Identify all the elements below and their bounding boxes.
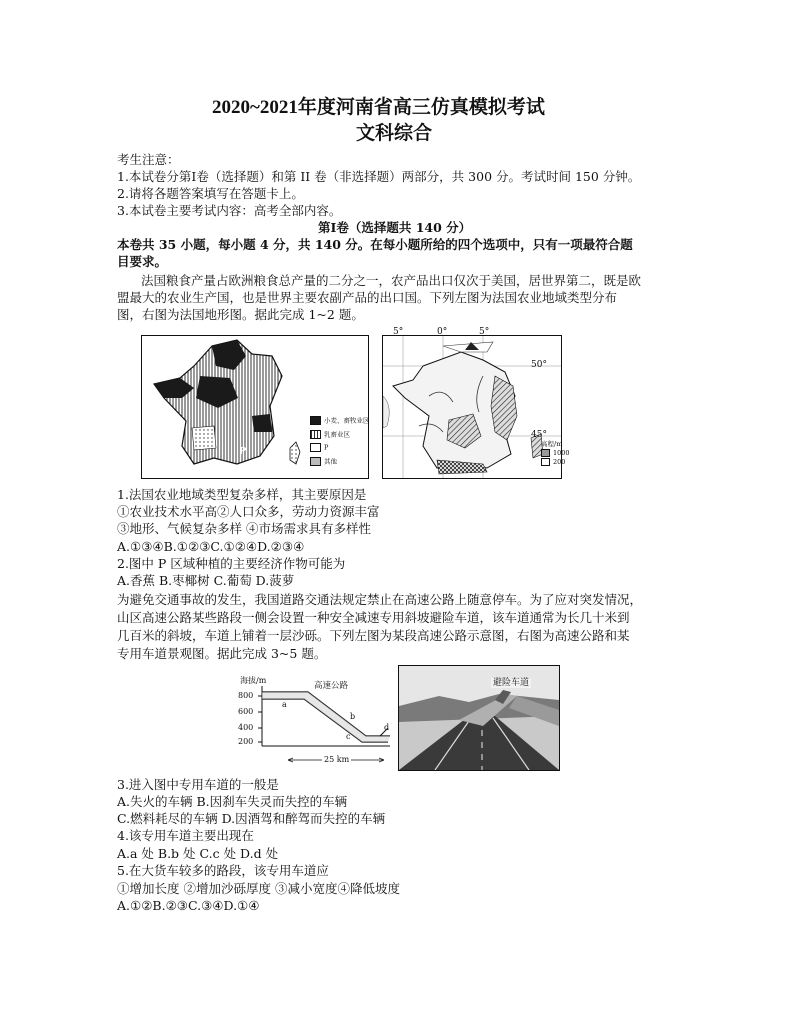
lon-label-e5: 5°	[479, 327, 490, 337]
elevation-legend-1000: 1000	[553, 449, 570, 457]
legend-swatch-dairy	[310, 430, 321, 439]
p-region-label: P	[240, 446, 247, 457]
q3-line-2: C.燃料耗尽的车辆 D.因酒驾和醉驾而失控的车辆	[117, 811, 386, 826]
escape-ramp-photo	[398, 665, 560, 771]
section-intro-line-1: 本卷共 35 小题，每小题 4 分，共 140 分。在每小题所给的四个选项中，只有一项最符合题	[117, 237, 633, 252]
lon-label-0: 0°	[437, 327, 448, 337]
legend-p: P	[324, 443, 329, 452]
q2-options: A.香蕉 B.枣椰树 C.葡萄 D.菠萝	[117, 573, 295, 588]
y-tick-400: 400	[238, 723, 254, 732]
point-b-label: b	[350, 712, 356, 721]
point-d-label: d	[384, 723, 390, 732]
point-c-label: c	[346, 732, 351, 741]
lon-label-w5: 5°	[393, 327, 404, 337]
q1-stem: 1.法国农业地域类型复杂多样，其主要原因是	[117, 487, 367, 502]
passage2-line-3: 几百米的斜坡，车道上铺着一层沙砾。下列左图为某段高速公路示意图，右图为高速公路和某	[117, 628, 630, 643]
lat-label-50: 50°	[531, 360, 547, 370]
notice-item-3: 3.本试卷主要考试内容：高考全部内容。	[117, 203, 342, 218]
point-a-label: a	[282, 700, 287, 709]
legend-dairy: 乳畜业区	[324, 430, 350, 438]
france-terrain-map-drawing	[383, 336, 561, 478]
q1-line-1: ①农业技术水平高②人口众多，劳动力资源丰富	[117, 504, 380, 519]
passage2-line-1: 为避免交通事故的发生，我国道路交通法规定禁止在高速公路上随意停车。为了应对突发情况，	[117, 592, 643, 607]
notice-heading: 考生注意：	[117, 152, 180, 167]
q5-line-1: ①增加长度 ②增加沙砾厚度 ③减小宽度④降低坡度	[117, 881, 400, 896]
q5-options: A.①②B.②③C.③④D.①④	[117, 898, 260, 913]
passage1-line-2: 盟最大的农业生产国，也是世界主要农副产品的出口国。下列左图为法国农业地域类型分布	[117, 290, 618, 305]
profile-ylabel: 海拔/m	[240, 676, 267, 685]
q4-stem: 4.该专用车道主要出现在	[117, 828, 254, 843]
passage2-line-2: 山区高速公路某些路段一侧会设置一种安全减速专用斜坡避险车道，该车道通常为长几十米到	[117, 610, 630, 625]
q3-stem: 3.进入图中专用车道的一般是	[117, 777, 279, 792]
legend-swatch-wheat	[310, 416, 321, 425]
section-title: 第Ⅰ卷（选择题共 140 分）	[318, 220, 472, 235]
legend-swatch-other	[310, 457, 321, 466]
escape-ramp-label: 避险车道	[493, 678, 530, 688]
page-subtitle: 文科综合	[356, 123, 433, 144]
legend-swatch-p	[310, 443, 321, 452]
elevation-legend	[541, 440, 570, 467]
passage1-line-1: 法国粮食产量占欧洲粮食总产量的二分之一，农产品出口仅次于美国，居世界第二，既是欧	[141, 273, 642, 288]
y-tick-800: 800	[238, 691, 254, 700]
passage1-line-3: 图，右图为法国地形图。据此完成 1~2 题。	[117, 307, 364, 322]
france-terrain-map	[382, 327, 570, 479]
highway-profile-diagram	[238, 674, 398, 766]
distance-label: 25 km	[324, 755, 350, 764]
y-tick-600: 600	[238, 707, 254, 716]
y-tick-200: 200	[238, 737, 254, 746]
elevation-swatch-200	[541, 458, 550, 466]
q3-line-1: A.失火的车辆 B.因刹车失灵而失控的车辆	[117, 794, 348, 809]
q1-line-2: ③地形、气候复杂多样 ④市场需求具有多样性	[117, 521, 371, 536]
france-agriculture-map	[141, 335, 369, 479]
q2-stem: 2.图中 P 区域种植的主要经济作物可能为	[117, 556, 346, 571]
elevation-legend-title: 高程/m	[541, 440, 563, 448]
map-legend	[310, 416, 370, 466]
lat-label-45: 45°	[531, 430, 547, 440]
section-intro-line-2: 目要求。	[117, 254, 168, 269]
q4-options: A.a 处 B.b 处 C.c 处 D.d 处	[117, 846, 279, 861]
elevation-swatch-1000	[541, 449, 550, 457]
q5-stem: 5.在大货车较多的路段，该专用车道应	[117, 863, 329, 878]
legend-other: 其他	[324, 457, 337, 465]
page-title: 2020~2021年度河南省高三仿真模拟考试	[212, 97, 545, 118]
q1-options: A.①③④B.①②③C.①②④D.②③④	[117, 539, 305, 554]
notice-item-2: 2.请将各题答案填写在答题卡上。	[117, 186, 304, 201]
elevation-legend-200: 200	[553, 458, 566, 466]
highway-label: 高速公路	[314, 681, 349, 691]
legend-wheat: 小麦、畜牧业区	[324, 416, 370, 425]
passage2-line-4: 专用车道景观图。据此完成 3~5 题。	[117, 646, 327, 661]
escape-ramp-photo-drawing	[399, 666, 559, 770]
notice-item-1: 1.本试卷分第Ⅰ卷（选择题）和第 II 卷（非选择题）两部分，共 300 分。考试时间 150 分钟。	[117, 169, 641, 184]
